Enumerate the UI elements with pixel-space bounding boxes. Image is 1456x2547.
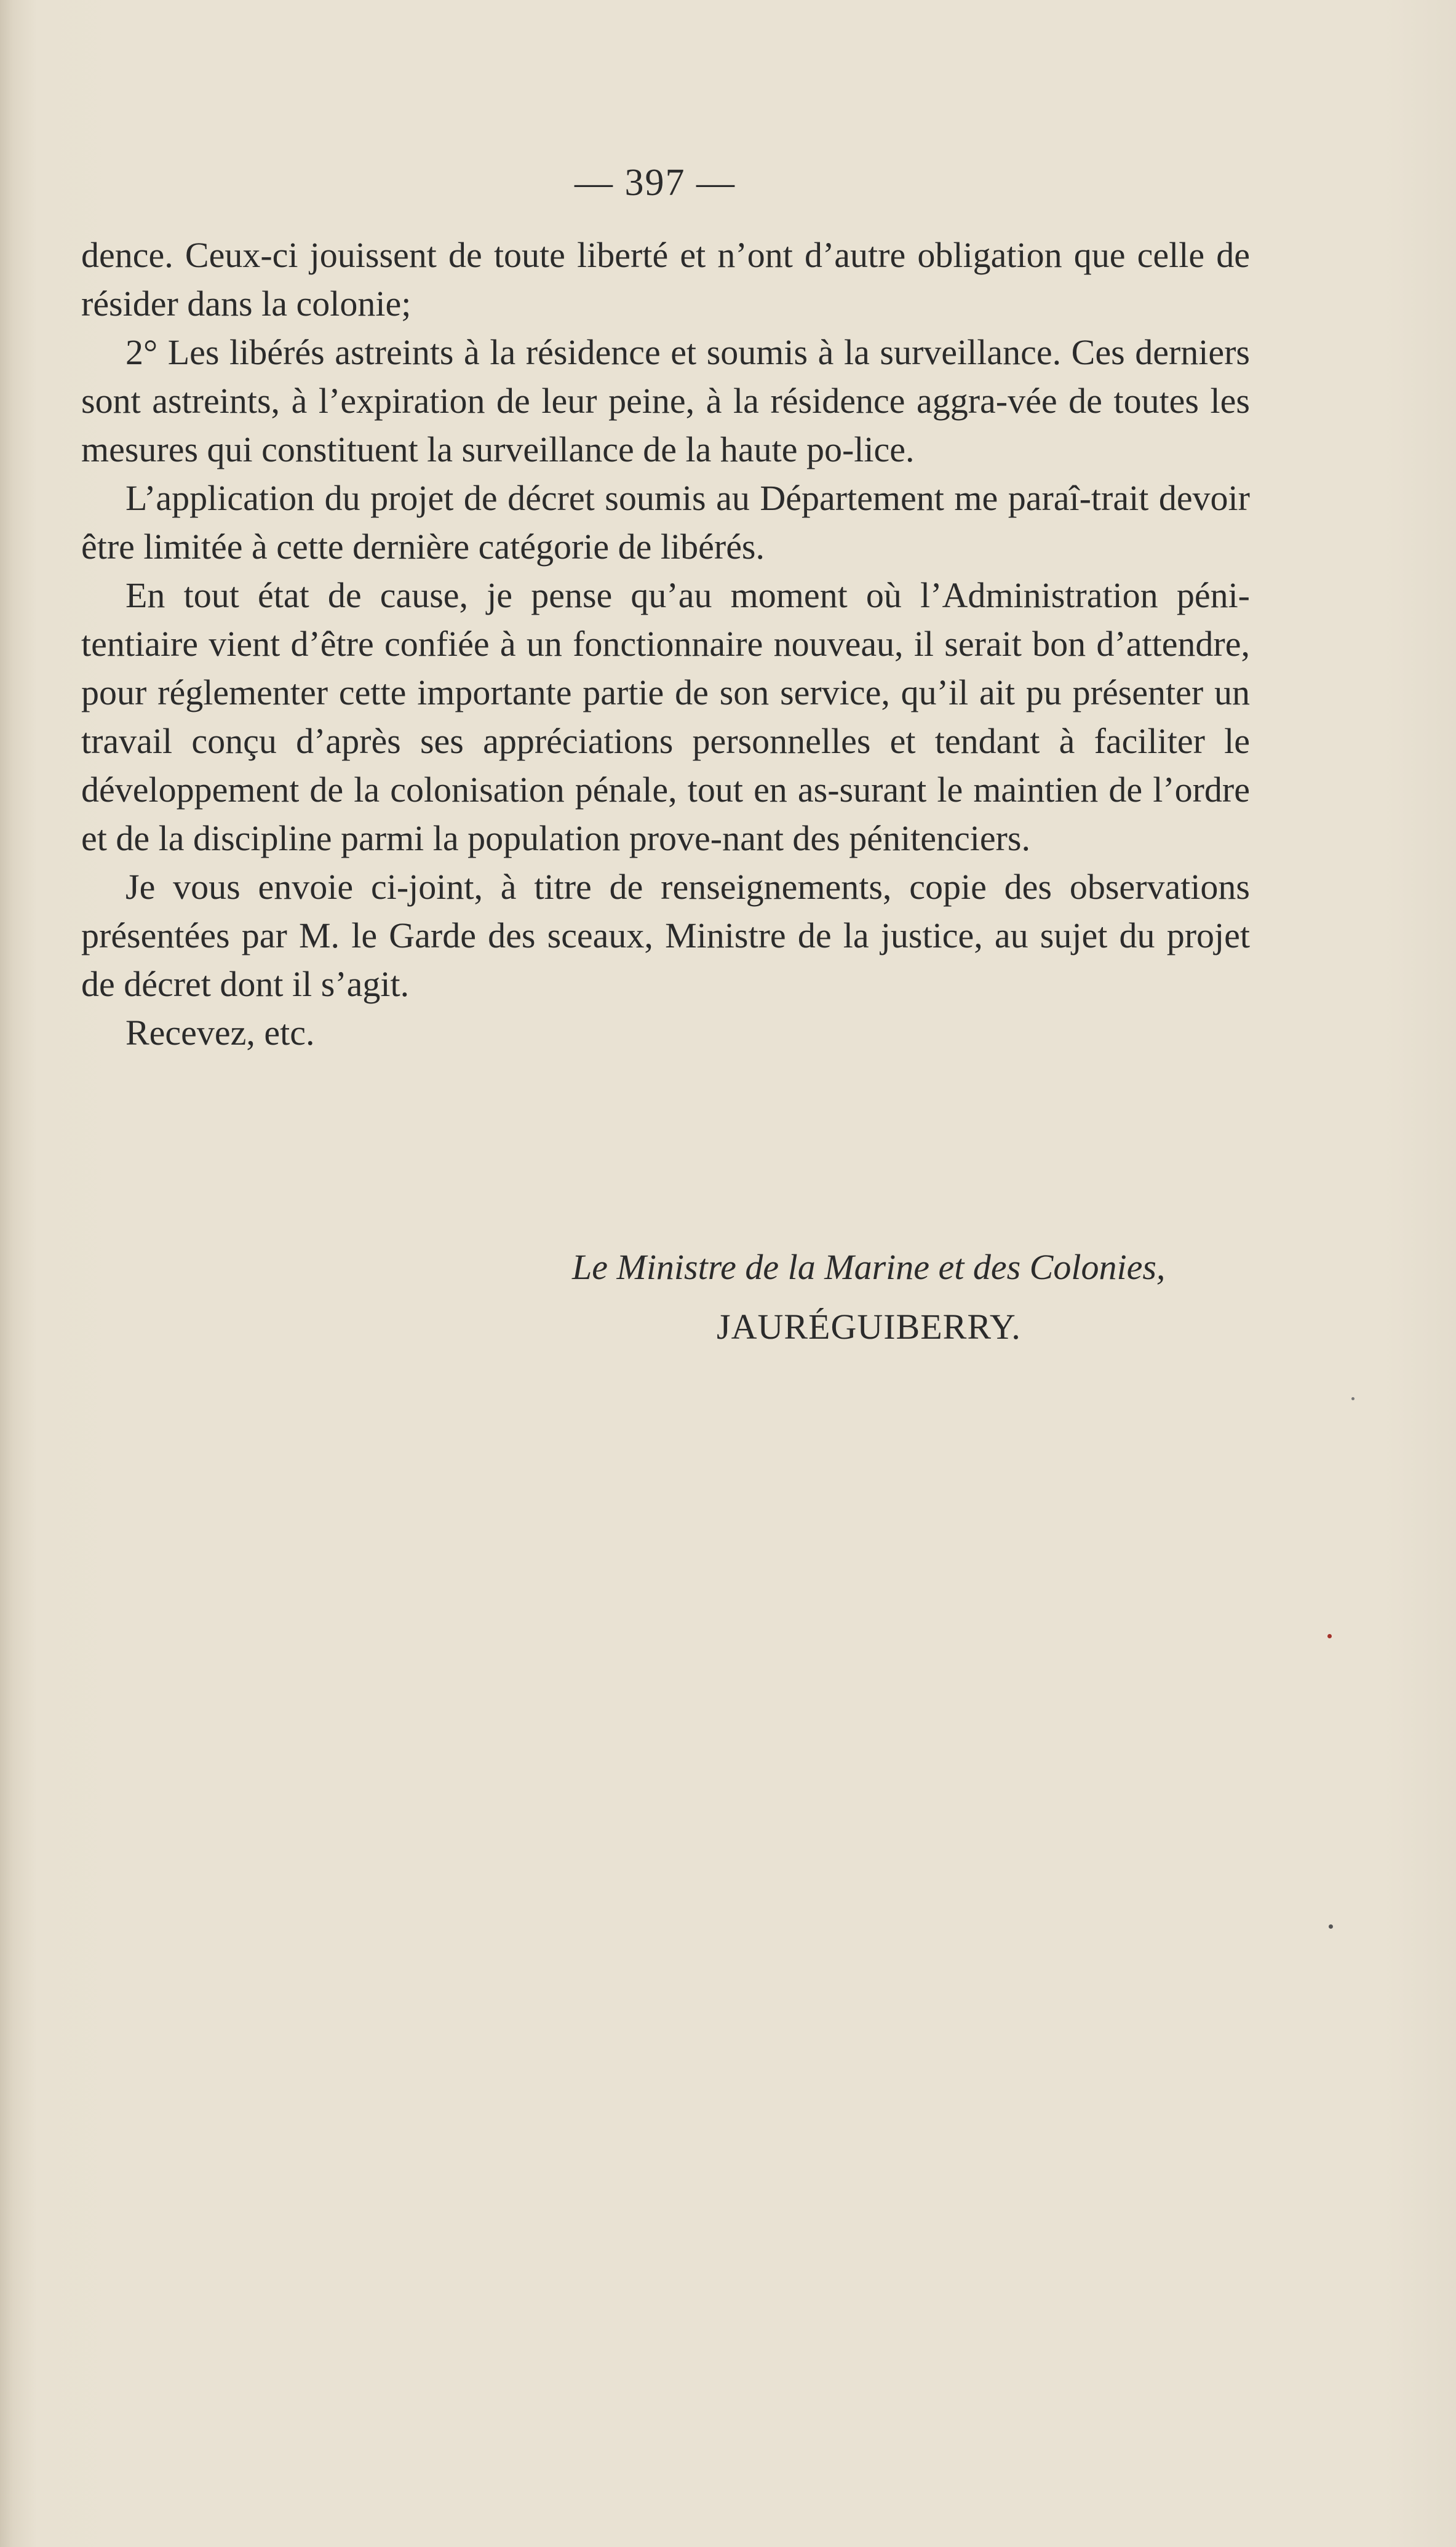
paragraph-4: En tout état de cause, je pense qu’au moment où l’Administration péni-tentiaire vient d’être confiée à un fonctionnaire nouveau, il serait bon d’attendre, pour réglementer cette importante partie de son service, qu’il ait pu présenter un travail conçu d’après ses appréciations personnelles et tendant à faciliter le développement de la colonisation pénale, tout en as-surant le maintien de l’ordre et de la discipline parmi la population prove-nant des pénitenciers. [81, 575, 1250, 858]
signatory-title: Le Ministre de la Marine et des Colonies, [572, 1247, 1166, 1287]
paragraph-5: Je vous envoie ci-joint, à titre de renseignements, copie des observations présentées par M. le Garde des sceaux, Ministre de la justice, au sujet du projet de décret dont il s’agit. [81, 867, 1250, 1004]
ink-speck [1329, 1924, 1333, 1929]
page-number: — 397 — [575, 162, 736, 204]
closing-formula: Recevez, etc. [125, 1013, 315, 1053]
signatory-name: JAURÉGUIBERRY. [717, 1307, 1021, 1347]
signature-block [572, 1243, 1249, 1351]
body-text [81, 231, 1250, 1057]
ink-speck [1351, 1397, 1355, 1400]
ink-speck [1327, 1634, 1332, 1638]
paragraph-1: dence. Ceux-ci jouissent de toute liberté et n’ont d’autre obligation que celle de résider dans la colonie; [81, 235, 1250, 324]
paragraph-3: L’application du projet de décret soumis au Département me paraî-trait devoir être limitée à cette dernière catégorie de libérés. [81, 478, 1250, 567]
paragraph-2: 2° Les libérés astreints à la résidence et soumis à la surveillance. Ces derniers sont astreints, à l’expiration de leur peine, à la résidence aggra-vée de toutes les mesures qui constituent la surveillance de la haute po-lice. [81, 332, 1250, 469]
